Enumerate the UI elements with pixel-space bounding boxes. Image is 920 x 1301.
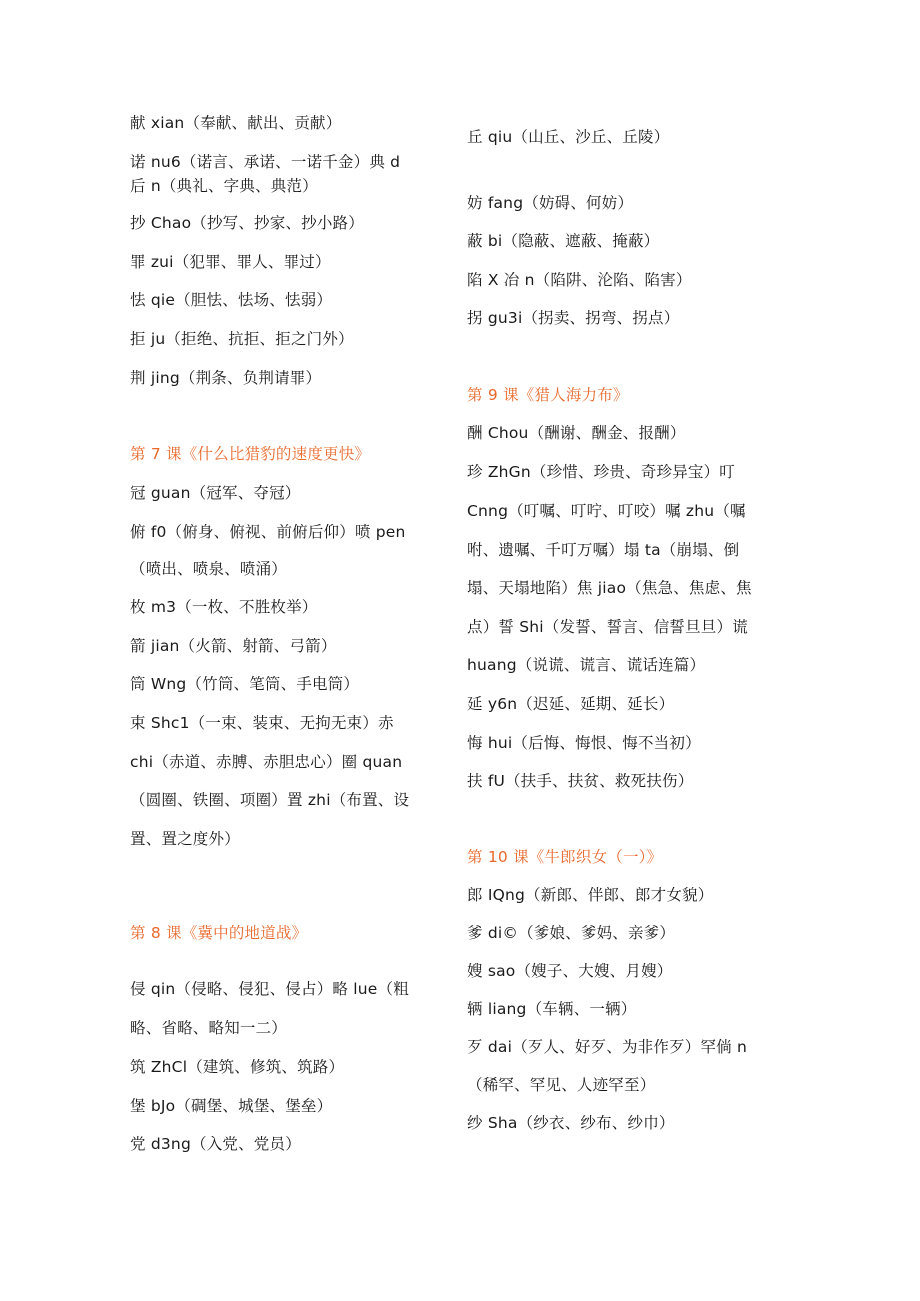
- vocab-line: 拒 ju（拒绝、抗拒、拒之门外）: [130, 330, 354, 348]
- vocab-line: （稀罕、罕见、人迹罕至）: [467, 1076, 656, 1094]
- vocab-line: Cnng（叮嘱、叮咛、叮咬）嘱 zhu（嘱: [467, 502, 746, 520]
- vocab-line: 塌、天塌地陷）焦 jiao（焦急、焦虑、焦: [467, 579, 752, 597]
- vocab-line: 陷 X 冶 n（陷阱、沦陷、陷害）: [467, 271, 692, 289]
- vocab-line: 妨 fang（妨碍、何妨）: [467, 194, 634, 212]
- vocab-line: 扶 fU（扶手、扶贫、救死扶伤）: [467, 772, 694, 790]
- lesson-10-heading: 第 10 课《牛郎织女（一）》: [467, 848, 663, 866]
- vocab-line: 侵 qin（侵略、侵犯、侵占）略 lue（粗: [130, 980, 409, 998]
- vocab-line: 献 xian（奉献、献出、贡献）: [130, 114, 342, 132]
- vocab-line: 悔 hui（后悔、悔恨、悔不当初）: [467, 734, 701, 752]
- lesson-7-heading: 第 7 课《什么比猎豹的速度更快》: [130, 445, 371, 463]
- lesson-8-heading: 第 8 课《冀中的地道战》: [130, 924, 308, 942]
- vocab-line: 置、置之度外）: [130, 830, 240, 848]
- lesson-9-heading: 第 9 课《猎人海力布》: [467, 386, 629, 404]
- vocab-line: （圆圈、铁圈、项圈）置 zhi（布置、设: [130, 791, 410, 809]
- vocab-line: 诺 nu6（诺言、承诺、一诺千金）典 d: [130, 153, 401, 171]
- vocab-line: 丘 qiu（山丘、沙丘、丘陵）: [467, 128, 670, 146]
- vocab-line: 爹 di©（爹娘、爹妈、亲爹）: [467, 924, 676, 942]
- vocab-line: 辆 liang（车辆、一辆）: [467, 1000, 637, 1018]
- vocab-line: （喷出、喷泉、喷涌）: [130, 560, 288, 578]
- vocab-line: 抄 Chao（抄写、抄家、抄小路）: [130, 214, 364, 232]
- vocab-line: 酬 Chou（酬谢、酬金、报酬）: [467, 424, 686, 442]
- vocab-line: 纱 Sha（纱衣、纱布、纱巾）: [467, 1114, 675, 1132]
- vocab-line: 蔽 bi（隐蔽、遮蔽、掩蔽）: [467, 232, 660, 250]
- vocab-line: 俯 f0（俯身、俯视、前俯后仰）喷 pen: [130, 523, 406, 541]
- vocab-line: 党 d3ng（入党、党员）: [130, 1135, 301, 1153]
- vocab-line: 堡 bJo（碉堡、城堡、堡垒）: [130, 1097, 333, 1115]
- vocab-line: 嫂 sao（嫂子、大嫂、月嫂）: [467, 962, 673, 980]
- vocab-line: 冠 guan（冠军、夺冠）: [130, 484, 301, 502]
- vocab-line: 枚 m3（一枚、不胜枚举）: [130, 598, 318, 616]
- vocab-line: 点）誓 Shi（发誓、誓言、信誓旦旦）谎: [467, 618, 748, 636]
- vocab-line: 咐、遗嘱、千叮万嘱）塌 ta（崩塌、倒: [467, 541, 740, 559]
- vocab-line: 拐 gu3i（拐卖、拐弯、拐点）: [467, 309, 680, 327]
- vocab-line: 珍 ZhGn（珍惜、珍贵、奇珍异宝）叮: [467, 463, 736, 481]
- vocab-line: 略、省略、略知一二）: [130, 1019, 288, 1037]
- vocab-line: chi（赤道、赤膊、赤胆忠心）圈 quan: [130, 753, 403, 771]
- vocab-line: 束 Shc1（一束、装束、无拘无束）赤: [130, 714, 394, 732]
- vocab-line: 筒 Wng（竹筒、笔筒、手电筒）: [130, 675, 360, 693]
- vocab-line: 歹 dai（歹人、好歹、为非作歹）罕倘 n: [467, 1038, 748, 1056]
- vocab-line: huang（说谎、谎言、谎话连篇）: [467, 656, 706, 674]
- vocab-line: 郎 IQng（新郎、伴郎、郎才女貌）: [467, 886, 714, 904]
- vocab-line: 怯 qie（胆怯、怯场、怯弱）: [130, 291, 333, 309]
- vocab-line: 箭 jian（火箭、射箭、弓箭）: [130, 637, 337, 655]
- vocab-line: 后 n（典礼、字典、典范）: [130, 177, 318, 195]
- vocab-line: 罪 zui（犯罪、罪人、罪过）: [130, 253, 331, 271]
- vocab-line: 荆 jing（荆条、负荆请罪）: [130, 369, 322, 387]
- vocab-line: 筑 ZhCl（建筑、修筑、筑路）: [130, 1058, 345, 1076]
- vocab-line: 延 y6n（迟延、延期、延长）: [467, 695, 675, 713]
